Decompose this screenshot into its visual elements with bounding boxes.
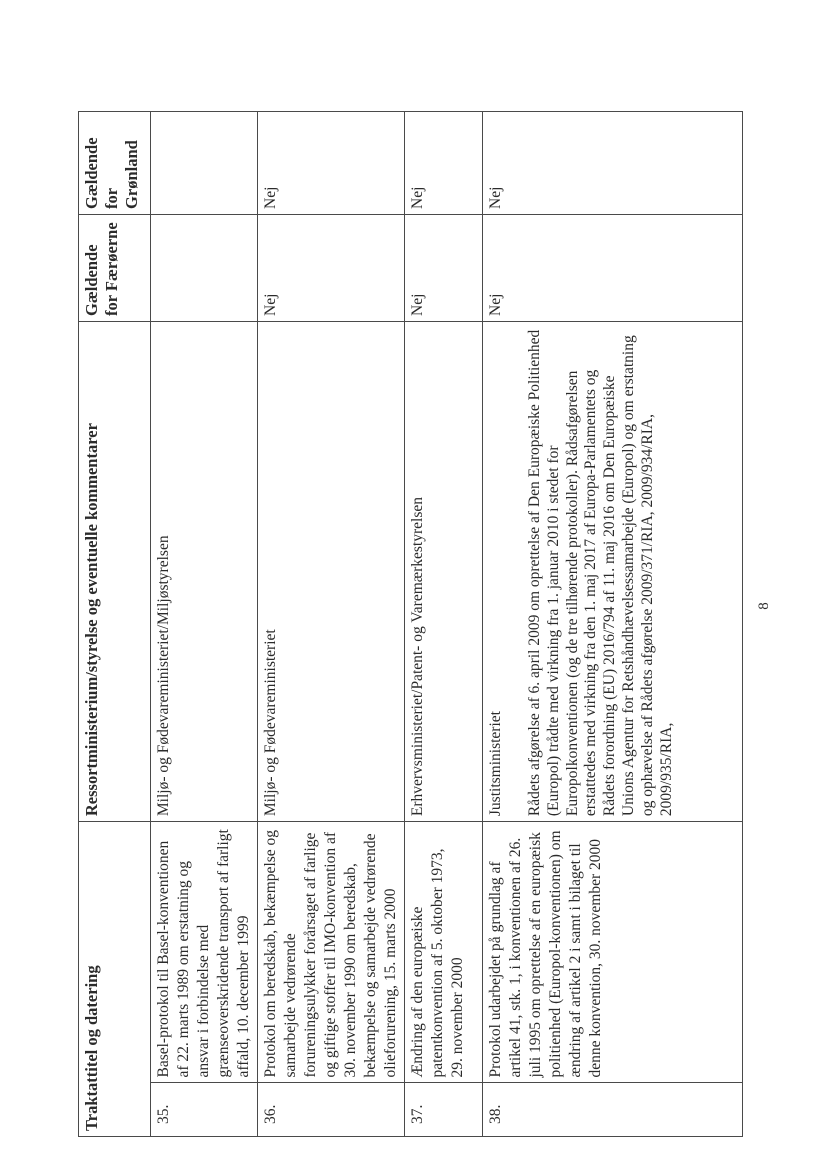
header-greenland: Gældende for Grønland [79, 112, 151, 215]
table-row [405, 112, 483, 1137]
row-number: 37. [405, 1083, 483, 1137]
treaty-table [78, 111, 743, 1137]
ministry-cell [483, 321, 743, 821]
faroe-cell: Nej [483, 214, 743, 321]
faroe-cell: Nej [258, 214, 405, 321]
table-row [483, 112, 743, 1137]
treaty-title: Ændring af den europæiske patentkonvention af 5. oktober 1973, 29. november 2000 [405, 822, 483, 1083]
ministry-cell [258, 321, 405, 821]
row-number: 38. [483, 1083, 743, 1137]
header-ministry: Ressortministerium/styrelse og eventuelle kommentarer [79, 321, 151, 821]
row-number: 35. [151, 1083, 258, 1137]
ministry-cell [405, 321, 483, 821]
ministry-text: Miljø- og Fødevareministeriet [262, 629, 279, 817]
row-number: 36. [258, 1083, 405, 1137]
treaty-title: Basel-protokol til Basel-konventionen af 22. marts 1989 om erstatning og ansvar i forbindelse med grænseoverskridende transport af farligt affald, 10. december 1999 [151, 822, 258, 1083]
header-faroe: Gældende for Færøerne [79, 214, 151, 321]
greenland-cell: Nej [483, 112, 743, 215]
table-row [258, 112, 405, 1137]
treaty-title: Protokol om beredskab, bekæmpelse og samarbejde vedrørende forureningsulykker forårsaget af farlige og giftige stoffer til IMO-konvention af 30. november 1990 om beredskab, bekæmpelse og samarbejde vedrørende olieforurening, 15. marts 2000 [258, 822, 405, 1083]
table-row [151, 112, 258, 1137]
greenland-cell: Nej [258, 112, 405, 215]
treaty-title: Protokol udarbejdet på grundlag af artikel 41, stk. 1, i konventionen af 26. juli 1995 om oprettelse af en europæisk politienhed (Europol-konventionen) om ændring af artikel 2 i samt i bilaget til denne konvention, 30. november 2000 [483, 822, 743, 1083]
ministry-note: Rådets afgørelse af 6. april 2009 om oprettelse af Den Europæiske Politienhed (Europol) trådte med virkning fra 1. januar 2010 i stedet for Europolkonventionen (og de tre tilhørende protokoller). Rådsafgørelsen erstattedes med virkning fra den 1. maj 2017 af Europa-Parlamentets og Rådets forordning (EU) 2016/794 af 11. maj 2016 om Den Europæiske Unions Agentur for Retshåndhævelsessamarbejde (Europol) og om erstatning og ophævelse af Rådets afgørelse 2009/371/RIA, 2009/934/RIA, 2009/935/RIA, [526, 329, 675, 817]
ministry-text: Justitsministeriet [487, 711, 504, 817]
page-number: 8 [756, 602, 772, 610]
ministry-cell [151, 321, 258, 821]
rotated-page [78, 111, 743, 1137]
faroe-cell [151, 214, 258, 321]
header-treaty-title: Traktattitel og datering [79, 822, 151, 1137]
faroe-cell: Nej [405, 214, 483, 321]
greenland-cell [151, 112, 258, 215]
ministry-text: Erhvervsministeriet/Patent- og Varemærkestyrelsen [409, 497, 426, 817]
ministry-text: Miljø- og Fødevareministeriet/Miljøstyrelsen [155, 535, 172, 817]
table-header-row [79, 112, 151, 1137]
greenland-cell: Nej [405, 112, 483, 215]
